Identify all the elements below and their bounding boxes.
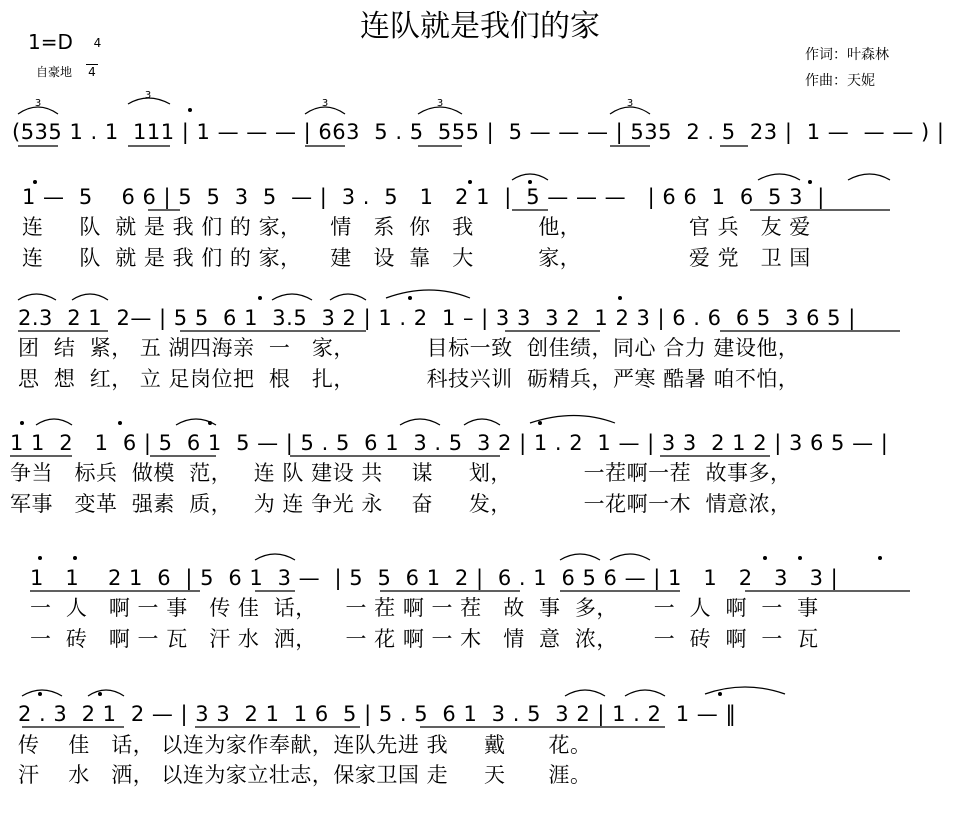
- octave-dot: [20, 421, 24, 425]
- octave-dot: [118, 421, 122, 425]
- octave-dot: [763, 556, 767, 560]
- slur: [128, 98, 170, 104]
- composer-credit: 作曲：天妮: [805, 73, 875, 89]
- notation-line-4: 1 1 2 1 6 | 5 6 1 3 — | 5 5 6 1 2 | 6 . 1 6 5 6 — | 1 1 2 3 3 |: [30, 566, 839, 590]
- octave-dot: [468, 180, 472, 184]
- slur: [512, 174, 548, 180]
- slur: [18, 107, 58, 114]
- lyric-line-1-verse-1: 连 队 就 是 我 们 的 家， 情 系 你 我 他， 官 兵 友 爱: [22, 215, 811, 239]
- slur: [565, 690, 605, 696]
- slur: [36, 419, 72, 425]
- slur: [18, 294, 56, 300]
- expression-marking: 自豪地: [36, 65, 73, 79]
- lyric-line-1-verse-2: 连 队 就 是 我 们 的 家， 建 设 靠 大 家， 爱 党 卫 国: [22, 246, 811, 270]
- octave-dot: [718, 692, 722, 696]
- time-signature-top: 4: [93, 36, 102, 50]
- slur: [530, 416, 615, 424]
- lyric-line-4-verse-2: 一 砖 啊 一 瓦 汗 水 洒， 一 花 啊 一 木 情 意 浓， 一 砖 啊 一 瓦: [30, 627, 819, 651]
- octave-dot: [618, 296, 622, 300]
- octave-dot: [33, 180, 37, 184]
- slur: [705, 687, 785, 694]
- triplet-mark: 3: [321, 98, 329, 109]
- octave-dot: [878, 556, 882, 560]
- triplet-mark: 3: [626, 98, 634, 109]
- octave-dot: [528, 180, 532, 184]
- notation-line-5: 2 . 3 2 1 2 — | 3 3 2 1 1 6 5 | 5 . 5 6 1 3 . 5 3 2 | 1 . 2 1 — ‖: [18, 702, 737, 726]
- slur: [386, 290, 470, 298]
- octave-dot: [208, 421, 212, 425]
- slur: [400, 419, 440, 425]
- lyric-line-3-verse-2: 军事 变革 强素 质， 为 连 争光 永 奋 发， 一花啊一木 情意浓，: [10, 492, 792, 516]
- octave-dot: [408, 296, 412, 300]
- slur: [88, 690, 124, 696]
- slur: [610, 554, 650, 560]
- octave-dot: [258, 296, 262, 300]
- slur: [418, 107, 462, 114]
- slur: [255, 554, 295, 560]
- lyric-line-3-verse-1: 争当 标兵 做模 范， 连 队 建设 共 谋 划， 一茬啊一茬 故事多，: [10, 461, 792, 485]
- slur: [72, 294, 108, 300]
- slur: [625, 690, 665, 696]
- octave-dot: [73, 556, 77, 560]
- octave-dot: [538, 421, 542, 425]
- slur: [176, 419, 216, 425]
- slur: [610, 107, 650, 114]
- octave-dot: [38, 692, 42, 696]
- slur: [272, 294, 312, 300]
- notation-line-1: 1 — 5 6 6 | 5 5 3 5 — | 3 . 5 1 2 1 | 5 — — — | 6 6 1 6 5 3 |: [22, 185, 825, 209]
- lyric-line-5-verse-2: 汗 水 洒， 以连为家立壮志，保家卫国 走 天 涯。: [18, 763, 592, 787]
- intro-notation: (535 1 . 1 111 | 1 — — — | 663 5 . 5 555 | 5 — — — | 535 2 . 5 23 | 1 — — — ) |: [12, 120, 945, 144]
- notation-line-2: 2.3 2 1 2— | 5 5 6 1 3.5 3 2 | 1 . 2 1 – | 3 3 3 2 1 2 3 | 6 . 6 6 5 3 6 5 |: [18, 306, 856, 330]
- time-signature-bottom: 4: [86, 64, 98, 79]
- octave-dot: [38, 556, 42, 560]
- slur: [22, 690, 62, 696]
- triplet-mark: 3: [144, 90, 152, 101]
- key-signature: 1=D: [28, 30, 73, 54]
- lyric-line-2-verse-2: 思 想 红， 立 足岗位把 根 扎， 科技兴训 砺精兵，严寒 酷暑 咱不怕，: [18, 367, 800, 391]
- lyric-line-2-verse-1: 团 结 紧， 五 湖四海亲 一 家， 目标一致 创佳绩，同心 合力 建设他，: [18, 336, 800, 360]
- octave-dot: [798, 556, 802, 560]
- slur: [464, 419, 500, 425]
- lyricist-credit: 作词：叶森林: [805, 47, 889, 63]
- octave-dot: [188, 108, 192, 112]
- notation-line-3: 1 1 2 1 6 | 5 6 1 5 — | 5 . 5 6 1 3 . 5 3 2 | 1 . 2 1 — | 3 3 2 1 2 | 3 6 5 — |: [10, 431, 889, 455]
- slur: [758, 174, 800, 180]
- octave-dot: [808, 180, 812, 184]
- slur: [848, 174, 890, 180]
- triplet-mark: 3: [436, 98, 444, 109]
- slur: [330, 294, 366, 300]
- song-title: 连队就是我们的家: [360, 9, 600, 44]
- time-signature: [86, 22, 102, 93]
- lyric-line-5-verse-1: 传 佳 话， 以连为家作奉献，连队先进 我 戴 花。: [18, 733, 592, 757]
- slur: [305, 107, 345, 114]
- slur: [560, 554, 600, 560]
- octave-dot: [98, 692, 102, 696]
- triplet-mark: 3: [34, 98, 42, 109]
- lyric-line-4-verse-1: 一 人 啊 一 事 传 佳 话， 一 茬 啊 一 茬 故 事 多， 一 人 啊 一 事: [30, 596, 819, 620]
